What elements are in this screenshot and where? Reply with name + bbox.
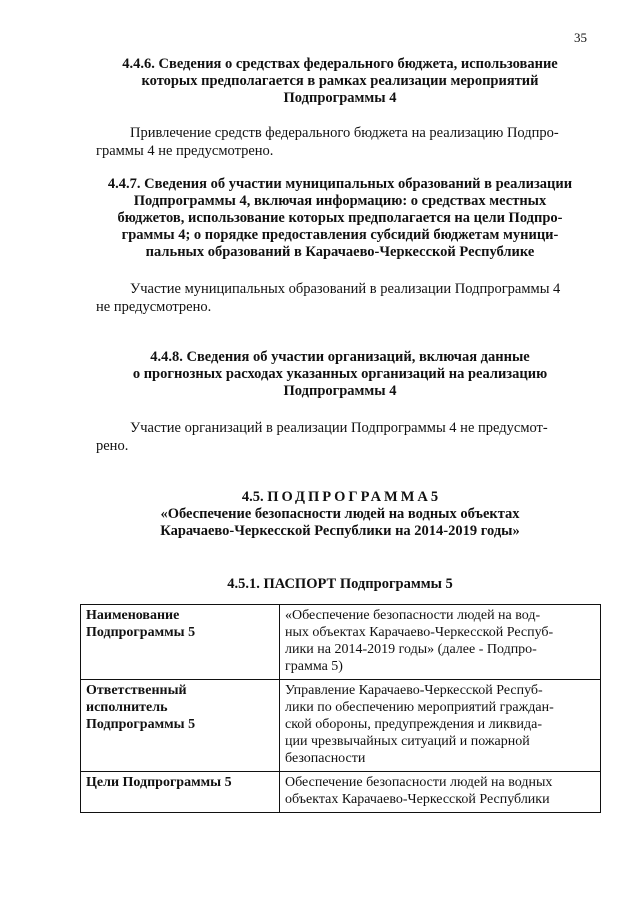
title-line <box>80 489 600 506</box>
row-value <box>280 680 601 772</box>
section-4-4-6-title <box>80 56 600 107</box>
label-line: Ответственный <box>86 683 187 698</box>
row-label <box>81 605 280 680</box>
text-line: Участие организаций в реализации Подпрограммы 4 не предусмот- <box>130 420 548 436</box>
subprogram-number: 5 <box>430 489 439 505</box>
value-line: ных объектах Карачаево-Черкесской Респуб- <box>285 625 554 640</box>
table-row <box>81 605 601 680</box>
label-line: Подпрограммы 5 <box>86 717 196 732</box>
value-line: объектах Карачаево-Черкесской Республики <box>285 792 550 807</box>
passport-table <box>80 604 601 813</box>
label-line: Цели Подпрограммы 5 <box>86 775 232 790</box>
title-line: пальных образований в Карачаево-Черкесской Республике <box>145 244 535 260</box>
text-line: не предусмотрено. <box>96 299 212 315</box>
text-line: рено. <box>96 438 129 454</box>
title-line: Подпрограммы 4, включая информацию: о средствах местных <box>133 193 547 209</box>
section-4-4-7-text <box>96 280 590 316</box>
row-value <box>280 605 601 680</box>
section-4-4-7-title <box>80 176 600 261</box>
passport-title: 4.5.1. ПАСПОРТ Подпрограммы 5 <box>227 576 453 592</box>
value-line: безопасности <box>285 751 366 766</box>
title-line: о прогнозных расходах указанных организаций на реализацию <box>132 366 548 382</box>
row-label <box>81 680 280 772</box>
title-line: «Обеспечение безопасности людей на водных объектах <box>160 506 520 522</box>
section-4-5-title <box>80 489 600 540</box>
subprogram-word: ПОДПРОГРАММА <box>267 489 431 505</box>
section-4-4-6-text <box>96 124 590 160</box>
table-row <box>81 680 601 772</box>
section-4-4-8-text <box>96 419 590 455</box>
value-line: Обеспечение безопасности людей на водных <box>285 775 553 790</box>
value-line: лики на 2014-2019 годы» (далее - Подпро- <box>285 642 537 657</box>
title-line: 4.4.6. Сведения о средствах федерального бюджета, использование <box>122 56 558 72</box>
value-line: «Обеспечение безопасности людей на вод- <box>285 608 541 623</box>
row-value <box>280 772 601 813</box>
title-line: 4.4.7. Сведения об участии муниципальных образований в реализации <box>107 176 573 192</box>
text-line: Привлечение средств федерального бюджета на реализацию Подпро- <box>130 125 559 141</box>
value-line: грамма 5) <box>285 659 343 674</box>
section-number: 4.5. <box>241 489 264 505</box>
label-line: Наименование <box>86 608 180 623</box>
row-label <box>81 772 280 813</box>
value-line: ской обороны, предупреждения и ликвида- <box>285 717 542 732</box>
title-line: бюджетов, использование которых предполагается на цели Подпро- <box>117 210 563 226</box>
value-line: Управление Карачаево-Черкесской Респуб- <box>285 683 543 698</box>
section-4-4-8-title <box>80 349 600 400</box>
title-line: 4.4.8. Сведения об участии организаций, включая данные <box>150 349 530 365</box>
table-row <box>81 772 601 813</box>
value-line: лики по обеспечению мероприятий граждан- <box>285 700 554 715</box>
title-line: которых предполагается в рамках реализации мероприятий <box>141 73 539 89</box>
title-line: Подпрограммы 4 <box>283 90 397 106</box>
page-number: 35 <box>574 30 587 45</box>
title-line: граммы 4; о порядке предоставления субсидий бюджетам муници- <box>121 227 559 243</box>
title-line: Подпрограммы 4 <box>283 383 397 399</box>
value-line: ции чрезвычайных ситуаций и пожарной <box>285 734 530 749</box>
label-line: исполнитель <box>86 700 168 715</box>
label-line: Подпрограммы 5 <box>86 625 196 640</box>
text-line: граммы 4 не предусмотрено. <box>96 143 274 159</box>
text-line: Участие муниципальных образований в реализации Подпрограммы 4 <box>130 281 561 297</box>
title-line: Карачаево-Черкесской Республики на 2014-2019 годы» <box>160 523 520 539</box>
